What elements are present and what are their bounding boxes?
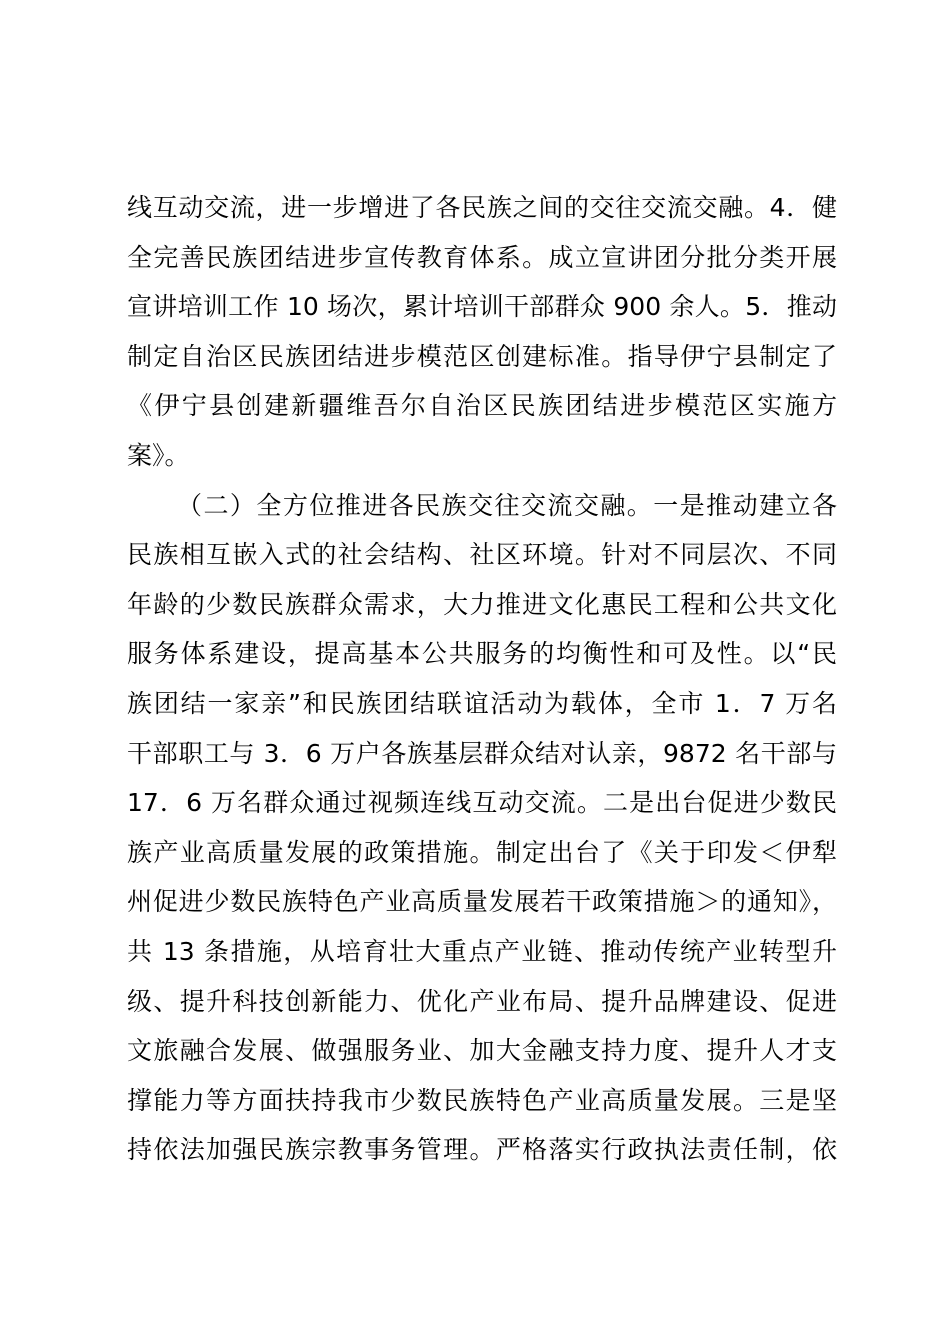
text-line: 年龄的少数民族群众需求，大力推进文化惠民工程和公共文化	[127, 589, 837, 619]
text-line: 案》。	[127, 440, 190, 470]
paragraph-heading-line: （二）全方位推进各民族交往交流交融。一是推动建立各	[177, 490, 837, 520]
text-line: 民族相互嵌入式的社会结构、社区环境。针对不同层次、不同	[127, 540, 837, 570]
text-line: 级、提升科技创新能力、优化产业布局、提升品牌建设、促进	[127, 986, 837, 1016]
text-line: 线互动交流，进一步增进了各民族之间的交往交流交融。4．健	[127, 193, 837, 222]
text-line: 《伊宁县创建新疆维吾尔自治区民族团结进步模范区实施方	[127, 391, 837, 421]
text-line: 干部职工与 3．6 万户各族基层群众结对认亲，9872 名干部与	[127, 738, 837, 768]
text-line: 17．6 万名群众通过视频连线互动交流。二是出台促进少数民	[127, 788, 837, 818]
text-line: 服务体系建设，提高基本公共服务的均衡性和可及性。以“民	[127, 639, 837, 669]
text-line: 州促进少数民族特色产业高质量发展若干政策措施＞的通知》，	[127, 887, 837, 917]
text-line: 族产业高质量发展的政策措施。制定出台了《关于印发＜伊犁	[127, 837, 837, 867]
body-text	[127, 183, 837, 1175]
text-line: 共 13 条措施，从培育壮大重点产业链、推动传统产业转型升	[127, 936, 837, 966]
text-line: 撑能力等方面扶持我市少数民族特色产业高质量发展。三是坚	[127, 1085, 837, 1115]
text-line: 持依法加强民族宗教事务管理。严格落实行政执法责任制，依	[127, 1135, 837, 1165]
text-line: 族团结一家亲”和民族团结联谊活动为载体，全市 1．7 万名	[127, 688, 837, 718]
text-line: 宣讲培训工作 10 场次，累计培训干部群众 900 余人。5．推动	[127, 292, 837, 322]
text-line: 全完善民族团结进步宣传教育体系。成立宣讲团分批分类开展	[127, 242, 837, 272]
text-line: 制定自治区民族团结进步模范区创建标准。指导伊宁县制定了	[127, 341, 837, 371]
text-line: 文旅融合发展、做强服务业、加大金融支持力度、提升人才支	[127, 1036, 837, 1066]
